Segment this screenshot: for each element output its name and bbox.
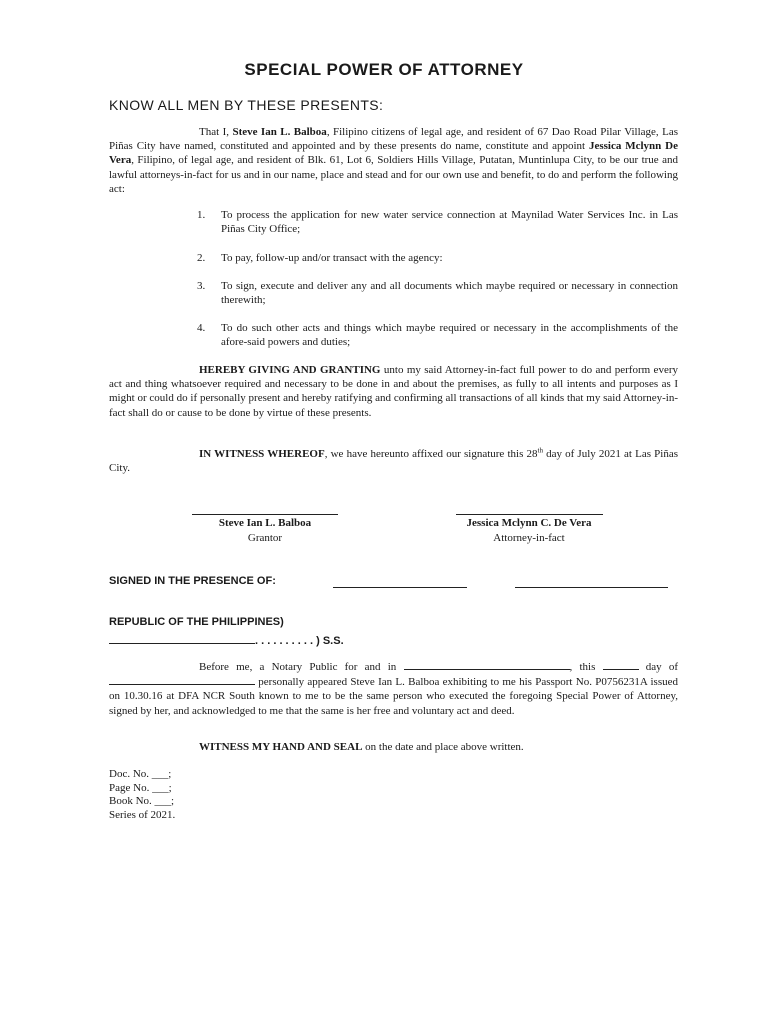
- know-all-men-heading: KNOW ALL MEN BY THESE PRESENTS:: [109, 97, 384, 113]
- book-no: Book No. ___;: [109, 795, 175, 807]
- attorney-signature-name: Jessica Mclynn C. De Vera: [466, 517, 592, 529]
- attorney-signature-line: [456, 514, 603, 515]
- venue-blank: [109, 633, 255, 644]
- witness-line-2: [515, 587, 668, 588]
- witness-line-1: [333, 587, 467, 588]
- grantor-signature-role: Grantor: [247, 532, 283, 544]
- republic-label: REPUBLIC OF THE PHILIPPINES): [109, 616, 284, 628]
- attorney-name: Jessica Mclynn De Vera: [109, 140, 678, 167]
- hand-seal-paragraph: WITNESS MY HAND AND SEAL on the date and place above written.: [199, 741, 524, 753]
- page-no: Page No. ___;: [109, 781, 172, 794]
- grantor-name: Steve Ian L. Balboa: [232, 126, 327, 138]
- list-item: 4. To do such other acts and things which maybe required or necessary in the accomplishments of the afore-said powers and duties;: [197, 322, 678, 348]
- place-blank: [404, 659, 570, 670]
- doc-no: Doc. No. ___;: [109, 768, 172, 780]
- series: Series of 2021.: [109, 808, 176, 821]
- month-blank: [109, 674, 255, 685]
- list-item: 2. To pay, follow-up and/or transact with the agency:: [197, 252, 443, 264]
- notary-paragraph: Before me, a Notary Public for and in , this day of personally appeared Steve Ian L. Balboa exhibiting to me his Passport No. P0756231A issued on 10.30.16 at DFA NCR South known to me to be the same person who executed the foregoing Special Power of Attorney, signed by her, and acknowledged to me that the same is her free and voluntary act and deed.: [109, 661, 679, 717]
- signed-presence-label: SIGNED IN THE PRESENCE OF:: [109, 575, 276, 587]
- list-item: 3. To sign, execute and deliver any and all documents which maybe required or necessary in connection therewith;: [197, 280, 678, 306]
- attorney-signature-role: Attorney-in-fact: [493, 532, 565, 544]
- document-title: SPECIAL POWER OF ATTORNEY: [244, 60, 524, 79]
- doc-entries: [109, 768, 175, 822]
- day-blank: [603, 659, 639, 670]
- witness-paragraph: IN WITNESS WHEREOF, we have hereunto affixed our signature this 28th day of July 2021 at Las Piñas City.: [109, 446, 678, 475]
- grantor-signature-line: [192, 514, 338, 515]
- intro-paragraph: That I, Steve Ian L. Balboa, Filipino citizens of legal age, and resident of 67 Dao Road Pilar Village, Las Piñas City have named, constituted and appointed and by these presents do name, constitute and appoint Jessica Mclynn De Vera, Filipino, of legal age, and resident of Blk. 61, Lot 6, Soldiers Hills Village, Putatan, Muntinlupa City, to be our true and lawful attorneys-in-fact for us and in our name, place and stead and for our own use and benefit, to do and perform the following act:: [109, 126, 678, 195]
- grantor-signature-name: Steve Ian L. Balboa: [218, 517, 312, 529]
- ss-line: . . . . . . . . . . ) S.S.: [109, 633, 344, 647]
- list-item: 1. To process the application for new water service connection at Maynilad Water Services Inc. in Las Piñas City Office;: [197, 209, 678, 235]
- granting-paragraph: HEREBY GIVING AND GRANTING unto my said Attorney-in-fact full power to do and perform every act and thing whatsoever required and necessary to be done in and about the premises, as fully to all intents and purposes as I might or could do if personally present and hereby ratifying and confirming all transactions of all kinds that my said Attorney-in-fact shall do or cause to be done by virtue of these presents.: [109, 364, 678, 419]
